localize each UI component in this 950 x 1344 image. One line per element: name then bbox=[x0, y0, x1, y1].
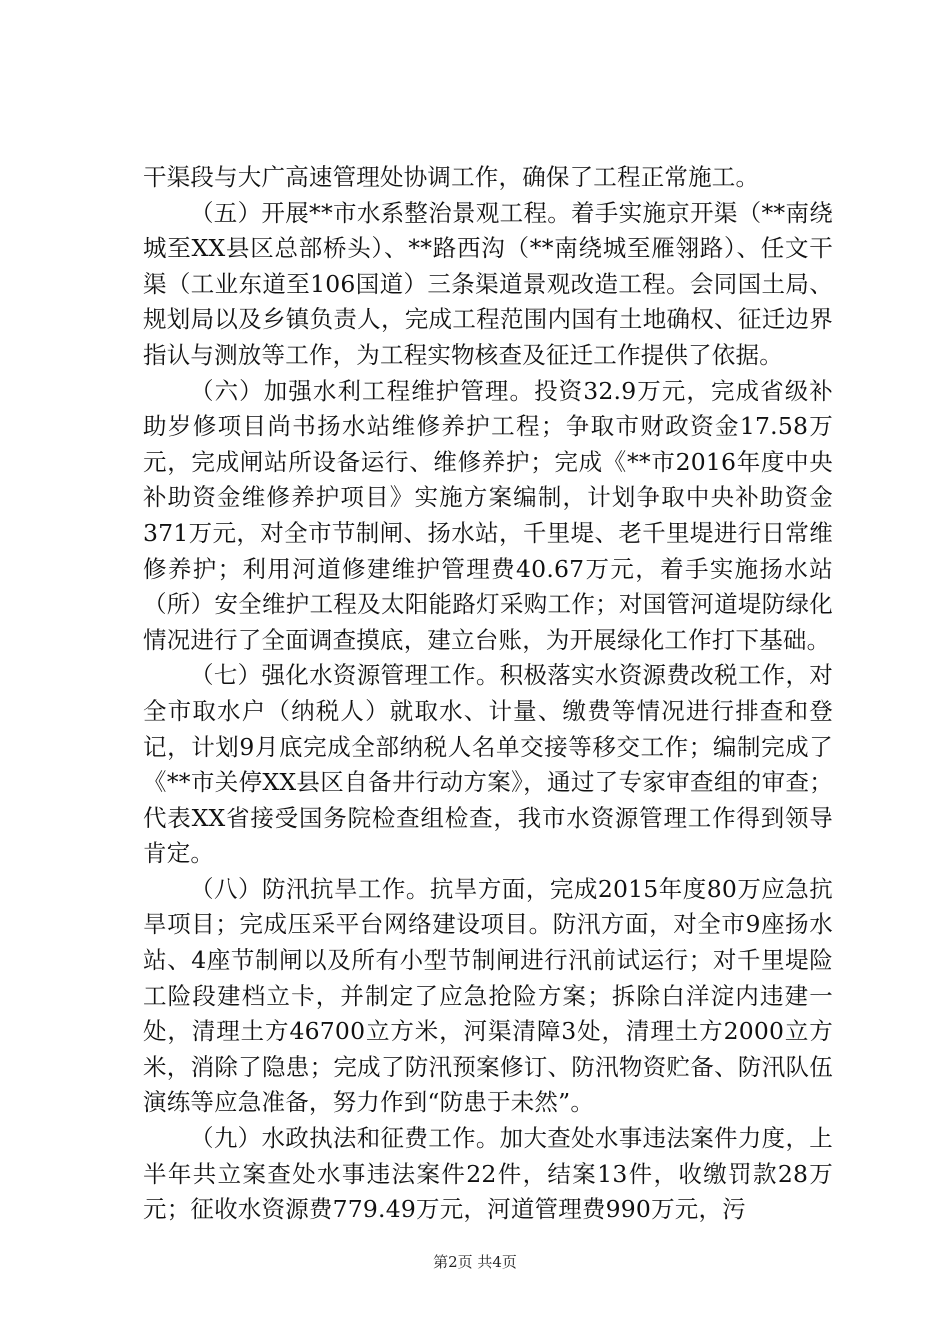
document-body bbox=[143, 160, 833, 1228]
paragraph-section-6: （六）加强水利工程维护管理。投资32.9万元，完成省级补助岁修项目尚书扬水站维修养护工程；争取市财政资金17.58万元，完成闸站所设备运行、维修养护；完成《**市2016年度中央补助资金维修养护项目》实施方案编制，计划争取中央补助资金371万元，对全市节制闸、扬水站，千里堤、老千里堤进行日常维修养护；利用河道修建维护管理费40.67万元，着手实施扬水站（所）安全维护工程及太阳能路灯采购工作；对国管河道堤防绿化情况进行了全面调查摸底，建立台账，为开展绿化工作打下基础。 bbox=[143, 376, 833, 654]
page-number-footer: 第2页 共4页 bbox=[433, 1253, 517, 1271]
paragraph-section-9: （九）水政执法和征费工作。加大查处水事违法案件力度，上半年共立案查处水事违法案件22件，结案13件，收缴罚款28万元；征收水资源费779.49万元，河道管理费990万元，污 bbox=[143, 1124, 833, 1224]
paragraph-continuation: 干渠段与大广高速管理处协调工作，确保了工程正常施工。 bbox=[143, 163, 760, 191]
paragraph-section-7: （七）强化水资源管理工作。积极落实水资源费改税工作，对全市取水户（纳税人）就取水、计量、缴费等情况进行排查和登记，计划9月底完成全部纳税人名单交接等移交工作；编制完成了《**市关停XX县区自备井行动方案》，通过了专家审查组的审查；代表XX省接受国务院检查组检查，我市水资源管理工作得到领导肯定。 bbox=[143, 661, 833, 868]
paragraph-section-8: （八）防汛抗旱工作。抗旱方面，完成2015年度80万应急抗旱项目；完成压采平台网络建设项目。防汛方面，对全市9座扬水站、4座节制闸以及所有小型节制闸进行汛前试运行；对千里堤险工险段建档立卡，并制定了应急抢险方案；拆除白洋淀内违建一处，清理土方46700立方米，河渠清障3处，清理土方2000立方米，消除了隐患；完成了防汛预案修订、防汛物资贮备、防汛队伍演练等应急准备，努力作到“防患于未然”。 bbox=[143, 874, 833, 1117]
paragraph-section-5: （五）开展**市水系整治景观工程。着手实施京开渠（**南绕城至XX县区总部桥头）、**路西沟（**南绕城至雁翎路）、任文干渠（工业东道至106国道）三条渠道景观改造工程。会同国土局、规划局以及乡镇负责人，完成工程范围内国有土地确权、征迁边界指认与测放等工作，为工程实物核查及征迁工作提供了依据。 bbox=[143, 198, 833, 369]
